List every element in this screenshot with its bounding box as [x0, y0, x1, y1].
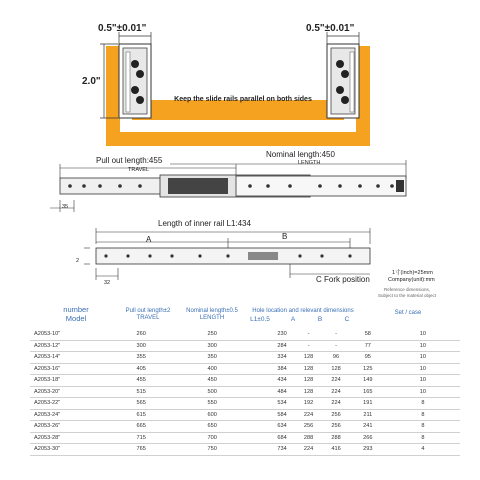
cell-length: 450: [178, 375, 246, 387]
header-travel-line1: Pull out length±2: [125, 308, 171, 314]
cell-c: 241: [350, 421, 386, 433]
cell-l1: 284: [246, 340, 295, 352]
cell-travel: 565: [104, 398, 178, 410]
cell-a: 192: [295, 398, 323, 410]
header-set: Set / case: [394, 310, 422, 316]
cell-model: A2053-28": [30, 432, 104, 444]
header-holes: Hole location and relevant dimensions: [252, 308, 354, 314]
cell-a: 128: [295, 352, 323, 364]
cell-model: A2053-22": [30, 398, 104, 410]
cell-c: 191: [350, 398, 386, 410]
cell-model: A2053-20": [30, 386, 104, 398]
cell-l1: 534: [246, 398, 295, 410]
cell-a: 256: [295, 421, 323, 433]
cell-length: 400: [178, 363, 246, 375]
table-row: [30, 432, 460, 444]
cell-set: 4: [386, 444, 460, 456]
cell-b: -: [322, 340, 350, 352]
dim-a-label: A: [146, 235, 152, 244]
table-row: [30, 329, 460, 340]
cell-c: 293: [350, 444, 386, 456]
cell-travel: 615: [104, 409, 178, 421]
cell-l1: 484: [246, 386, 295, 398]
cell-b: 256: [322, 421, 350, 433]
cell-length: 600: [178, 409, 246, 421]
cell-a: 288: [295, 432, 323, 444]
fork-position-label: C Fork position: [316, 275, 370, 284]
cell-b: 416: [322, 444, 350, 456]
cell-a: 128: [295, 386, 323, 398]
height-dimension: 2.0": [82, 76, 101, 87]
cell-a: 224: [295, 409, 323, 421]
table-row: [30, 352, 460, 364]
cell-model: A2053-18": [30, 375, 104, 387]
extended-slide-diagram: [0, 148, 480, 218]
cell-set: 10: [386, 375, 460, 387]
nominal-length: Nominal length:450: [266, 150, 335, 159]
header-length-line2: LENGTH: [199, 314, 225, 321]
cell-travel: 515: [104, 386, 178, 398]
header-b: B: [317, 316, 323, 323]
cell-length: 700: [178, 432, 246, 444]
dim-32-label: 32: [104, 280, 111, 286]
cell-b: -: [322, 329, 350, 340]
cell-set: 10: [386, 386, 460, 398]
dim-2-label: 2: [76, 258, 80, 264]
travel-label: TRAVEL: [128, 167, 149, 173]
cell-c: 95: [350, 352, 386, 364]
header-model-line2: Model: [65, 313, 87, 323]
cell-travel: 715: [104, 432, 178, 444]
table-row: [30, 421, 460, 433]
table-row: [30, 398, 460, 410]
unit-note-inch: 1寸(inch)=25mm: [392, 270, 433, 276]
inner-rail-title: Length of inner rail L1:434: [158, 219, 251, 228]
unit-note-mm: Company(unit):mm: [388, 277, 435, 283]
cell-c: 165: [350, 386, 386, 398]
cell-travel: 405: [104, 363, 178, 375]
cell-travel: 355: [104, 352, 178, 364]
cell-travel: 665: [104, 421, 178, 433]
cell-travel: 300: [104, 340, 178, 352]
header-c: C: [344, 316, 350, 323]
cell-set: 8: [386, 421, 460, 433]
cell-c: 77: [350, 340, 386, 352]
cell-length: 500: [178, 386, 246, 398]
table-row: [30, 409, 460, 421]
cell-a: 128: [295, 363, 323, 375]
reference-note-1: Reference dimensions,: [384, 287, 431, 292]
cell-set: 10: [386, 363, 460, 375]
cell-set: 10: [386, 340, 460, 352]
cell-l1: 434: [246, 375, 295, 387]
cell-set: 8: [386, 409, 460, 421]
cell-c: 211: [350, 409, 386, 421]
header-travel-line2: TRAVEL: [136, 314, 160, 321]
cell-b: 96: [322, 352, 350, 364]
cell-length: 250: [178, 329, 246, 340]
left-rail-section: [119, 44, 151, 118]
length-label: LENGTH: [298, 160, 321, 166]
table-row: [30, 363, 460, 375]
cell-set: 10: [386, 329, 460, 340]
cell-a: 128: [295, 375, 323, 387]
cell-l1: 230: [246, 329, 295, 340]
cell-c: 149: [350, 375, 386, 387]
inner-rail-body: [96, 248, 370, 264]
cell-model: A2053-30": [30, 444, 104, 456]
table-row: [30, 375, 460, 387]
cell-travel: 765: [104, 444, 178, 456]
cell-b: 128: [322, 363, 350, 375]
cell-set: 8: [386, 432, 460, 444]
cell-a: 224: [295, 444, 323, 456]
header-l1: L1±0.5: [250, 316, 270, 323]
cell-length: 750: [178, 444, 246, 456]
header-model-line1: number: [63, 305, 89, 314]
cell-l1: 334: [246, 352, 295, 364]
cell-model: A2053-10": [30, 329, 104, 340]
cell-travel: 455: [104, 375, 178, 387]
cell-l1: 684: [246, 432, 295, 444]
cell-b: 224: [322, 398, 350, 410]
cell-c: 58: [350, 329, 386, 340]
cell-l1: 584: [246, 409, 295, 421]
spec-table: [30, 329, 460, 456]
cell-model: A2053-24": [30, 409, 104, 421]
cell-c: 125: [350, 363, 386, 375]
dim-b-label: B: [282, 232, 288, 241]
cell-l1: 734: [246, 444, 295, 456]
cell-travel: 260: [104, 329, 178, 340]
cell-l1: 384: [246, 363, 295, 375]
cell-length: 550: [178, 398, 246, 410]
cell-length: 650: [178, 421, 246, 433]
parallel-instruction: Keep the slide rails parallel on both sides: [174, 96, 312, 103]
cell-a: -: [295, 340, 323, 352]
cell-c: 266: [350, 432, 386, 444]
cell-length: 350: [178, 352, 246, 364]
mounting-diagram: [0, 0, 480, 150]
cell-b: 224: [322, 386, 350, 398]
cell-set: 8: [386, 398, 460, 410]
cell-model: A2053-14": [30, 352, 104, 364]
header-model: [46, 306, 106, 323]
table-row: [30, 386, 460, 398]
front-offset: 35: [62, 204, 69, 210]
cell-model: A2053-26": [30, 421, 104, 433]
header-a: A: [290, 316, 296, 323]
cell-l1: 634: [246, 421, 295, 433]
left-width-dimension: 0.5"±0.01": [98, 23, 147, 34]
cell-set: 10: [386, 352, 460, 364]
cell-a: -: [295, 329, 323, 340]
reference-note-2: Subject to the material object: [378, 293, 437, 298]
table-row: [30, 444, 460, 456]
table-row: [30, 340, 460, 352]
cell-model: A2053-16": [30, 363, 104, 375]
cell-b: 288: [322, 432, 350, 444]
pull-out-length: Pull out length:455: [96, 156, 163, 165]
cell-length: 300: [178, 340, 246, 352]
cell-b: 256: [322, 409, 350, 421]
right-width-dimension: 0.5"±0.01": [306, 23, 355, 34]
header-length-line1: Nominal length±0.5: [186, 308, 238, 314]
cell-model: A2053-12": [30, 340, 104, 352]
cell-b: 224: [322, 375, 350, 387]
right-rail-section: [327, 44, 359, 118]
